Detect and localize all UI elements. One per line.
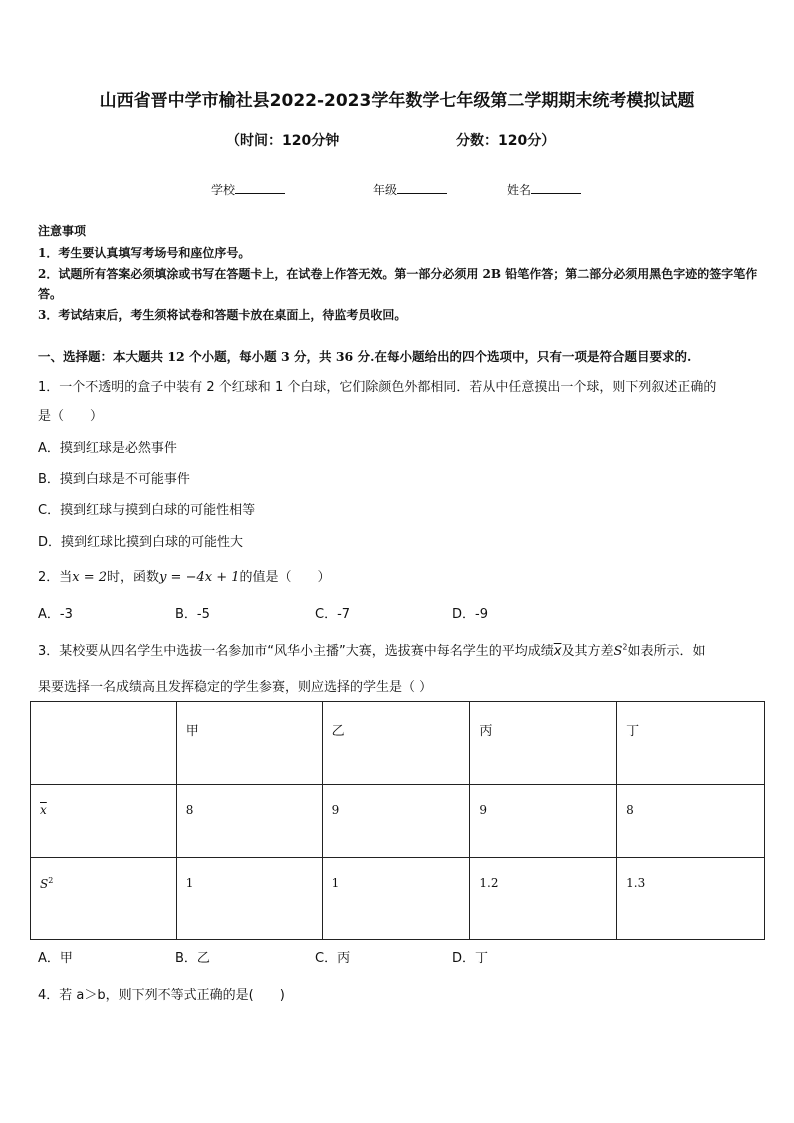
name-label: 姓名 (507, 183, 532, 197)
q3-text-c: 如表所示．如 (627, 644, 706, 659)
exam-score: 分数：120分） (456, 133, 556, 149)
table-cell: 8 (617, 785, 765, 858)
q1-option-c: C．摸到红球与摸到白球的可能性相等 (38, 503, 256, 518)
table-header-cell (31, 702, 177, 785)
grade-blank (397, 182, 447, 194)
q3-stem-line1: 3．某校要从四名学生中选拔一名参加市“风华小主播”大赛，选拔赛中每名学生的平均成绩$\overline{x}$及其方差$S^2$如表所示．如 (38, 642, 706, 659)
q3-score-table (30, 701, 765, 940)
q3-mean-symbol: $\overline{x}$ (553, 644, 562, 659)
q2-function: y = −4x + 1 (159, 570, 240, 585)
name-blank (531, 182, 581, 194)
table-cell: 1.2 (470, 858, 617, 940)
table-cell: 1.3 (617, 858, 765, 940)
variance-label-cell: $S^2$ (31, 858, 177, 940)
table-header-row (31, 702, 765, 785)
q3-option-b: B．乙 (175, 951, 210, 966)
table-cell: 9 (470, 785, 617, 858)
notice-item-1: 1．考生要认真填写考场号和座位序号。 (38, 246, 251, 260)
q3-text-a: 3．某校要从四名学生中选拔一名参加市“风华小主播”大赛，选拔赛中每名学生的平均成绩 (38, 644, 554, 659)
grade-field (373, 181, 447, 198)
q2-option-d: D．-9 (452, 607, 488, 622)
q3-stem-line2: 果要选择一名成绩高且发挥稳定的学生参赛，则应选择的学生是（ ） (38, 680, 433, 695)
school-blank (235, 182, 285, 194)
table-row-variance (31, 858, 765, 940)
q2-option-a: A．-3 (38, 607, 73, 622)
table-row-mean (31, 785, 765, 858)
q4-stem: 4．若 a＞b，则下列不等式正确的是( ) (38, 988, 285, 1003)
table-header-cell: 丁 (617, 702, 765, 785)
table-header-cell: 丙 (470, 702, 617, 785)
school-field (211, 181, 285, 198)
q1-option-a: A．摸到红球是必然事件 (38, 441, 177, 456)
q2-suffix: 的值是（ ） (239, 570, 331, 585)
q1-stem-line2: 是（ ） (38, 409, 104, 424)
table-cell: 9 (322, 785, 470, 858)
notice-item-3: 3．考试结束后，考生须将试卷和答题卡放在桌面上，待监考员收回。 (38, 308, 407, 322)
q2-stem (38, 566, 331, 585)
q1-option-d: D．摸到红球比摸到白球的可能性大 (38, 535, 244, 550)
q3-option-c: C．丙 (315, 951, 351, 966)
q2-condition: x = 2 (72, 570, 108, 585)
grade-label: 年级 (373, 183, 398, 197)
q2-option-c: C．-7 (315, 607, 351, 622)
exam-time: （时间：120分钟 (226, 133, 340, 149)
section-heading: 一、选择题：本大题共 12 个小题，每小题 3 分，共 36 分.在每小题给出的四个选项中，只有一项是符合题目要求的. (38, 349, 692, 364)
variance-label: S (40, 877, 49, 891)
q3-text-b: 及其方差 (561, 644, 614, 659)
table-cell: 1 (322, 858, 470, 940)
notice-title: 注意事项 (38, 224, 87, 238)
table-header-cell: 乙 (322, 702, 470, 785)
table-header-cell: 甲 (176, 702, 322, 785)
q3-option-d: D．丁 (452, 951, 489, 966)
q2-option-b: B．-5 (175, 607, 210, 622)
table-cell: 8 (176, 785, 322, 858)
q3-variance-symbol: S (613, 644, 623, 659)
q2-prefix: 2．当 (38, 570, 73, 585)
mean-label-cell (31, 785, 177, 858)
q2-mid: 时，函数 (107, 570, 160, 585)
school-label: 学校 (211, 183, 236, 197)
exam-title: 山西省晋中学市榆社县2022-2023学年数学七年级第二学期期末统考模拟试题 (99, 91, 695, 111)
name-field (507, 181, 581, 198)
table-cell: 1 (176, 858, 322, 940)
notice-item-2: 2．试题所有答案必须填涂或书写在答题卡上，在试卷上作答无效。第一部分必须用 2B 铅笔作答；第二部分必须用黑色字迹的签字笔作答。 (38, 267, 758, 301)
q3-option-a: A．甲 (38, 951, 73, 966)
q1-stem-line1: 1．一个不透明的盒子中装有 2 个红球和 1 个白球，它们除颜色外都相同．若从中任意摸出一个球，则下列叙述正确的 (38, 380, 717, 395)
q1-option-b: B．摸到白球是不可能事件 (38, 472, 190, 487)
mean-label: $\overline{x}$ (40, 803, 47, 817)
